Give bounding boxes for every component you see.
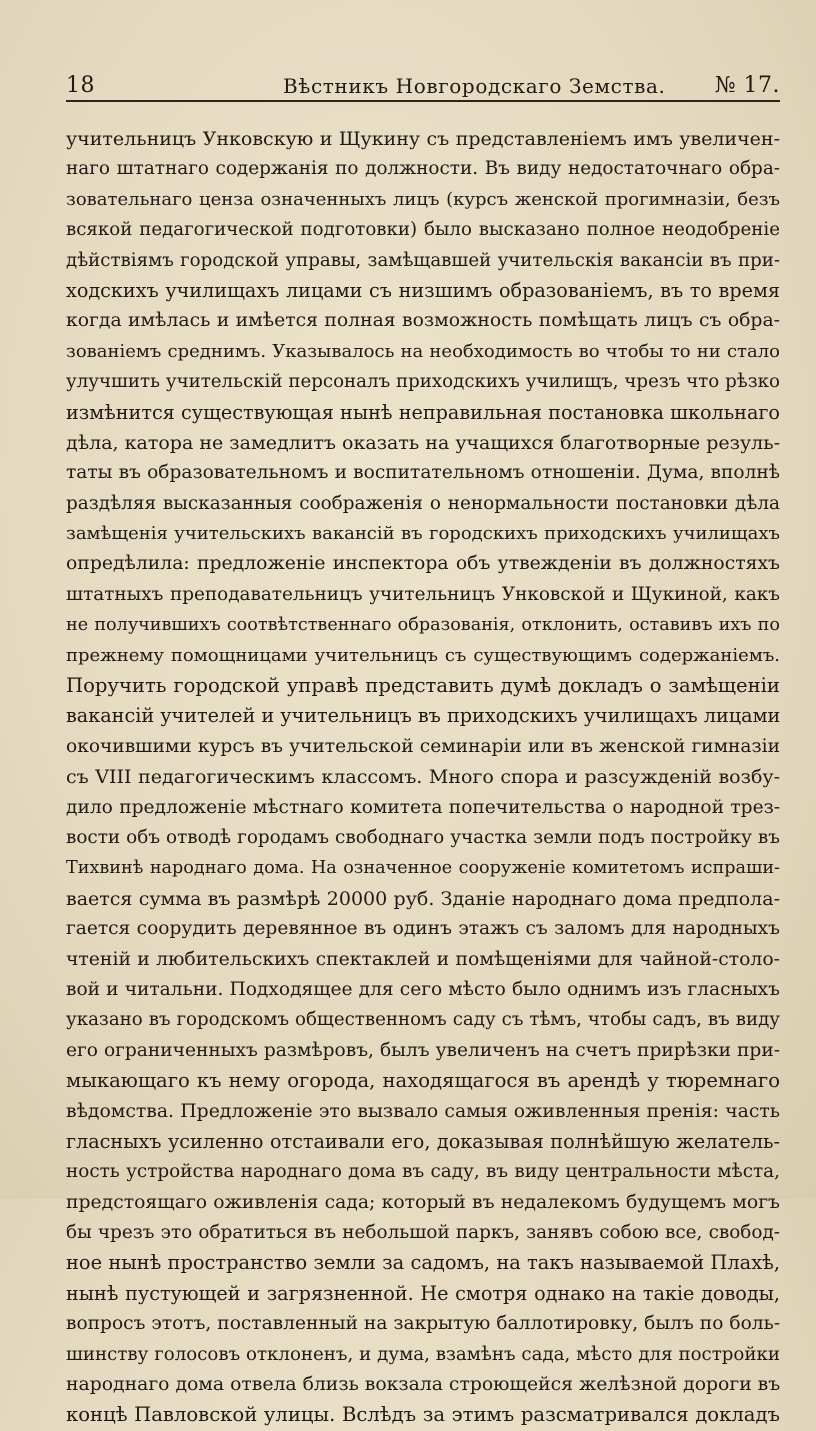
- page-number: 18: [66, 73, 95, 98]
- text-line: дѣйствіямъ городской управы, замѣщавшей учительскія вакансіи въ при-: [66, 249, 780, 271]
- text-line: вой и читальни. Подходящее для сего мѣсто было однимъ изъ гласныхъ: [66, 978, 780, 1000]
- text-line: ность устройства народнаго дома въ саду, въ виду центральности мѣста,: [66, 1161, 780, 1183]
- text-line: раздѣляя высказанныя соображенія о ненормальности постановки дѣла: [66, 492, 780, 514]
- text-line: замѣщенія учительскихъ вакансій въ городскихъ приходскихъ училищахъ: [66, 523, 780, 545]
- text-line: улучшить учительскій персоналъ приходскихъ училищъ, чрезъ что рѣзко: [66, 371, 780, 393]
- text-line: штатныхъ преподавательницъ учительницъ Унковской и Щукиной, какъ: [66, 583, 780, 605]
- text-line: мыкающаго къ нему огорода, находящагося въ арендѣ у тюремнаго: [66, 1069, 780, 1093]
- text-line: чтеній и любительскихъ спектаклей и помѣщеніями для чайной-столо-: [66, 948, 780, 970]
- text-line: предстоящаго оживленія сада; который въ недалекомъ будущемъ могъ: [66, 1191, 780, 1213]
- text-line: вается сумма въ размѣрѣ 20000 руб. Зданіе народнаго дома предпола-: [66, 887, 780, 910]
- text-line: учительницъ Унковскую и Щукину съ представленіемъ имъ увеличен-: [66, 128, 780, 150]
- text-line: шинству голосовъ отклоненъ, и дума, взамѣнъ сада, мѣсто для постройки: [66, 1343, 780, 1365]
- text-line: вости объ отводѣ городамъ свободнаго участка земли подъ постройку въ: [66, 826, 780, 848]
- text-line: вопросъ этотъ, поставленный на закрытую баллотировку, былъ по боль-: [66, 1313, 780, 1335]
- text-line: прежнему помощницами учительницъ съ существующимъ содержаніемъ.: [66, 644, 780, 666]
- text-line: таты въ образовательномъ и воспитательномъ отношеніи. Дума, вполнѣ: [66, 462, 780, 484]
- text-line: его ограниченныхъ размѣровъ, былъ увеличенъ на счетъ прирѣзки при-: [66, 1039, 780, 1061]
- text-line: измѣнится существующая нынѣ неправильная постановка школьнаго: [66, 400, 780, 424]
- journal-title: Вѣстникъ Новгородскаго Земства.: [283, 74, 666, 98]
- text-line: Поручить городской управѣ представить думѣ докладъ о замѣщеніи: [66, 674, 780, 698]
- text-line: указано въ городскомъ общественномъ саду съ тѣмъ, чтобы садъ, въ виду: [66, 1009, 780, 1031]
- text-line: бы чрезъ это обратиться въ небольшой паркъ, занявъ собою все, свобод-: [66, 1222, 780, 1244]
- text-line: гается соорудить деревянное въ одинъ этажъ съ заломъ для народныхъ: [66, 918, 780, 940]
- text-line: народнаго дома отвела близь вокзала строющейся желѣзной дороги въ: [66, 1374, 780, 1396]
- text-line: зовательнаго ценза означенныхъ лицъ (курсъ женской прогимназіи, безъ: [66, 188, 780, 210]
- text-line: всякой педагогической подготовки) было высказано полное неодобреніе: [66, 219, 780, 241]
- text-line: вѣдомства. Предложеніе это вызвало самыя оживленныя пренія: часть: [66, 1100, 780, 1122]
- text-line: окочившими курсъ въ учительской семинаріи или въ женской гимназіи: [66, 735, 780, 757]
- text-line: не получившихъ соотвѣтственнаго образованія, отклонить, оставивъ ихъ по: [66, 615, 780, 636]
- body-text: [66, 124, 780, 1431]
- text-line: когда имѣлась и имѣется полная возможность помѣщать лицъ съ обра-: [66, 310, 780, 332]
- text-line: съ VIII педагогическимъ классомъ. Много спора и разсужденій возбу-: [66, 766, 780, 789]
- text-line: ное нынѣ пространство земли за садомъ, на такъ называемой Плахѣ,: [66, 1251, 780, 1275]
- text-line: дѣла, катора не замедлитъ оказать на учащихся благотворные резуль-: [66, 431, 780, 454]
- text-line: наго штатнаго содержанія по должности. Въ виду недостаточнаго обра-: [66, 158, 780, 180]
- text-line: Тихвинѣ народнаго дома. На означенное сооруженіе комитетомъ испраши-: [66, 858, 780, 879]
- text-line: нынѣ пустующей и загрязненной. Не смотря однако на такіе доводы,: [66, 1281, 780, 1305]
- text-line: вакансій учителей и учительницъ въ приходскихъ училищахъ лицами: [66, 704, 780, 728]
- text-line: гласныхъ усиленно отстаивали его, доказывая полнѣйшую желатель-: [66, 1129, 780, 1153]
- text-line: ходскихъ училищахъ лицами съ низшимъ образованіемъ, въ то время: [66, 278, 780, 302]
- text-line: дило предложеніе мѣстнаго комитета попечительства о народной трез-: [66, 796, 780, 818]
- page-header: [66, 72, 780, 102]
- text-line: зованіемъ среднимъ. Указывалось на необходимость во чтобы то ни стало: [66, 340, 780, 362]
- text-line: концѣ Павловской улицы. Вслѣдъ за этимъ разсматривался докладъ: [66, 1403, 780, 1427]
- text-line: опредѣлила: предложеніе инспектора объ утвежденіи въ должностяхъ: [66, 553, 780, 575]
- issue-number: № 17.: [714, 73, 780, 98]
